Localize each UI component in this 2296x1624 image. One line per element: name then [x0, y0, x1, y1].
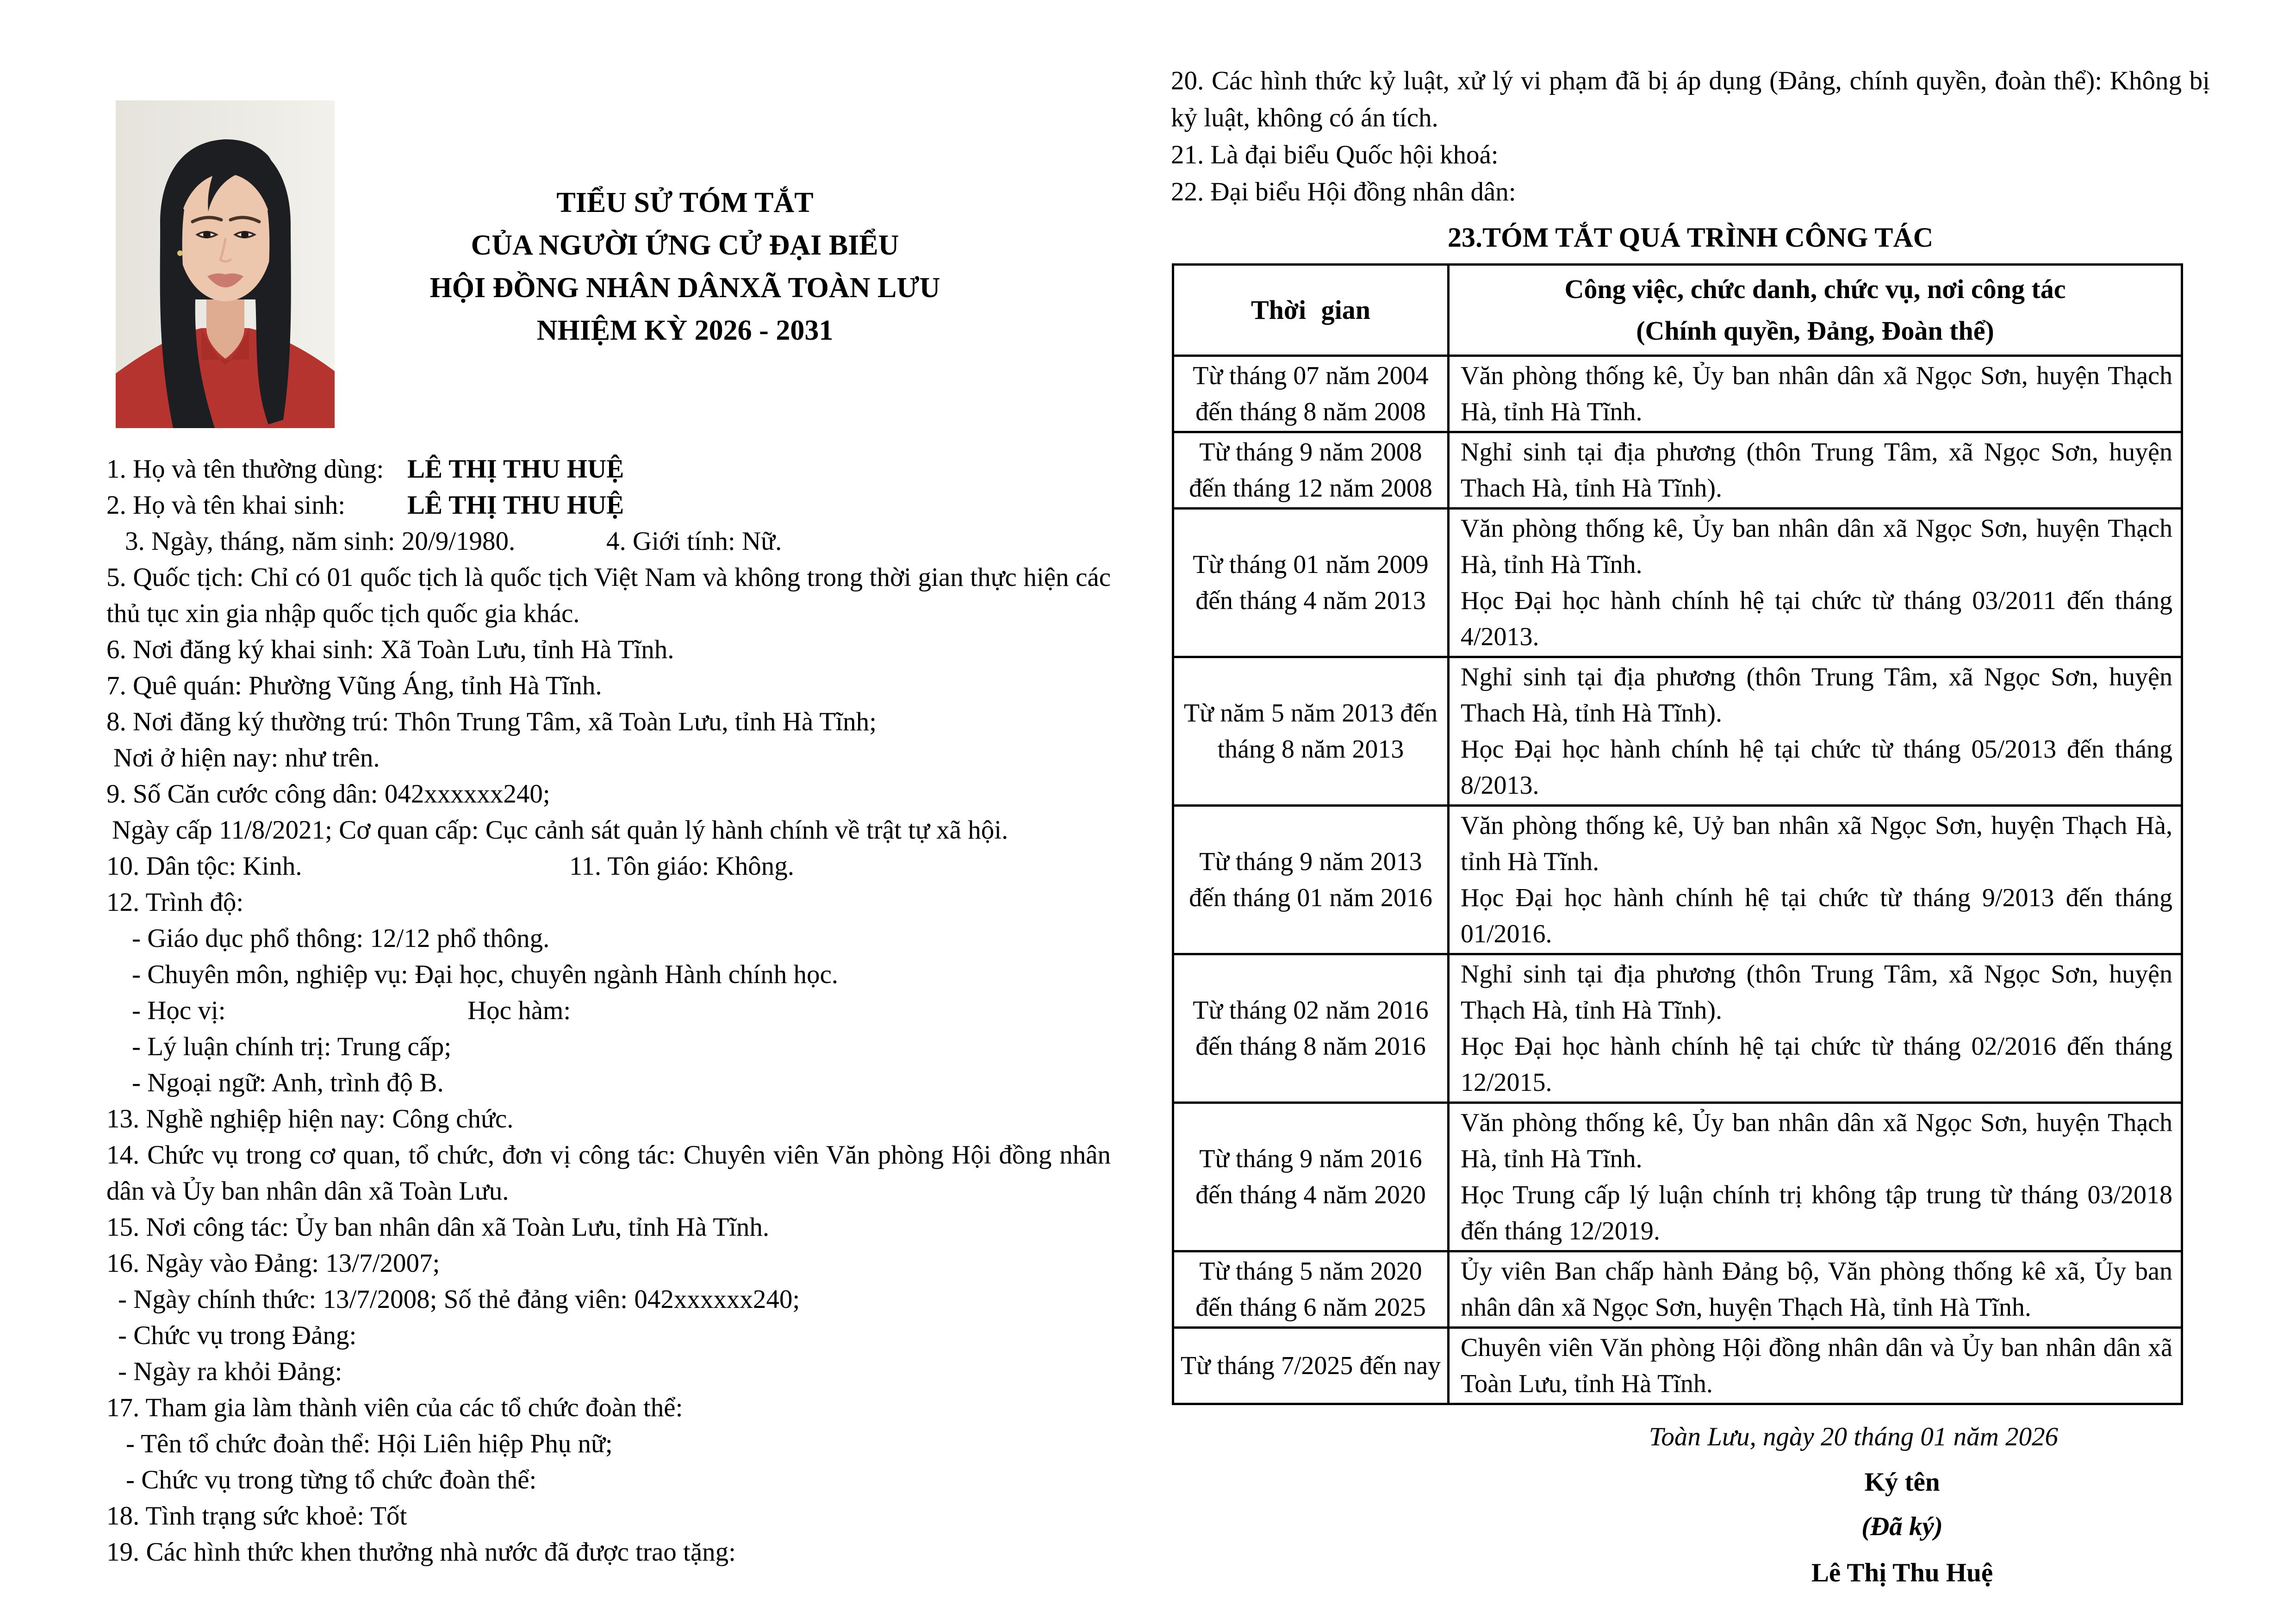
cell-work	[1449, 1328, 2182, 1404]
cell-work	[1449, 432, 2182, 509]
section-title-work-history: 23.TÓM TẮT QUÁ TRÌNH CÔNG TÁC	[1447, 222, 1934, 253]
field-academic-title: Học hàm:	[467, 996, 571, 1025]
cell-time: Từ tháng 9 năm 2016 đến tháng 4 năm 2020	[1173, 1103, 1449, 1251]
table-row	[1173, 657, 2182, 806]
candidate-photo-illustration	[116, 100, 335, 428]
work-paragraph-2: Học Đại học hành chính hệ tại chức từ tháng 03/2011 đến tháng 4/2013.	[1461, 586, 2172, 651]
work-paragraph-1: Nghỉ sinh tại địa phương (thôn Trung Tâm, xã Ngọc Sơn, huyện Thach Hà, tỉnh Hà Tĩnh).	[1461, 438, 2172, 503]
cell-time: Từ tháng 5 năm 2020 đến tháng 6 năm 2025	[1173, 1251, 1449, 1328]
cell-time: Từ năm 5 năm 2013 đến tháng 8 năm 2013	[1173, 657, 1449, 806]
field-party-join-date: 16. Ngày vào Đảng: 13/7/2007;	[106, 1249, 440, 1278]
field-religion: 11. Tôn giáo: Không.	[569, 852, 795, 881]
cell-time: Từ tháng 07 năm 2004 đến tháng 8 năm 2008	[1173, 356, 1449, 432]
work-paragraph-1: Ủy viên Ban chấp hành Đảng bộ, Văn phòng thống kê xã, Ủy ban nhân dân xã Ngọc Sơn, huyện Thạch Hà, tỉnh Hà Tĩnh.	[1461, 1257, 2172, 1322]
field-party-leave-date: - Ngày ra khỏi Đảng:	[118, 1357, 342, 1386]
field-full-name-label: 1. Họ và tên thường dùng:	[106, 454, 384, 484]
signature-place-date: Toàn Lưu, ngày 20 tháng 01 năm 2026	[1649, 1422, 2059, 1451]
table-row	[1173, 432, 2182, 509]
field-birth-name	[106, 487, 1111, 523]
field-org-name: - Tên tổ chức đoàn thể: Hội Liên hiệp Phụ nữ;	[126, 1429, 613, 1458]
field-id-issue: Ngày cấp 11/8/2021; Cơ quan cấp: Cục cảnh sát quản lý hành chính về trật tự xã hội.	[112, 815, 1008, 845]
field-general-education: - Giáo dục phổ thông: 12/12 phổ thông.	[132, 924, 550, 953]
work-paragraph-2: Học Đại học hành chính hệ tại chức từ tháng 02/2016 đến tháng 12/2015.	[1461, 1032, 2172, 1097]
field-full-name-value: LÊ THỊ THU HUỆ	[407, 454, 624, 484]
field-permanent-residence: 8. Nơi đăng ký thường trú: Thôn Trung Tâm, xã Toàn Lưu, tỉnh Hà Tĩnh;	[106, 707, 877, 736]
work-paragraph-1: Chuyên viên Văn phòng Hội đồng nhân dân và Ủy ban nhân dân xã Toàn Lưu, tỉnh Hà Tĩnh.	[1461, 1333, 2172, 1398]
field-dob: 3. Ngày, tháng, năm sinh: 20/9/1980.	[125, 527, 516, 556]
personal-info-list	[106, 451, 1111, 1570]
header-work-line-2: (Chính quyền, Đảng, Đoàn thể)	[1636, 316, 1994, 346]
table-row	[1173, 356, 2182, 432]
document-title-line-1: TIỂU SỬ TÓM TẮT	[556, 187, 814, 218]
table-row	[1173, 954, 2182, 1103]
cell-time: Từ tháng 01 năm 2009 đến tháng 4 năm 2013	[1173, 509, 1449, 657]
field-ethnicity: 10. Dân tộc: Kinh.	[106, 852, 302, 881]
signature-name: Lê Thị Thu Huệ	[1811, 1558, 1993, 1587]
work-paragraph-1: Văn phòng thống kê, Ủy ban nhân dân xã Ngọc Sơn, huyện Thạch Hà, tỉnh Hà Tĩnh.	[1461, 514, 2172, 579]
field-awards: 19. Các hình thức khen thưởng nhà nước đã được trao tặng:	[106, 1537, 736, 1567]
document-title-line-3: HỘI ĐỒNG NHÂN DÂNXÃ TOÀN LƯU	[429, 272, 940, 304]
work-paragraph-1: Nghỉ sinh tại địa phương (thôn Trung Tâm, xã Ngọc Sơn, huyện Thach Hà, tỉnh Hà Tĩnh).	[1461, 663, 2172, 728]
cell-work	[1449, 806, 2182, 954]
cell-work	[1449, 1103, 2182, 1251]
field-political-theory: - Lý luận chính trị: Trung cấp;	[132, 1032, 452, 1061]
field-discipline: 20. Các hình thức kỷ luật, xử lý vi phạm đã bị áp dụng (Đảng, chính quyền, đoàn thể): Không bị kỷ luật, không có án tích.	[1171, 66, 2210, 132]
table-header-row	[1173, 265, 2182, 356]
work-paragraph-1: Văn phòng thống kê, Ủy ban nhân dân xã Ngọc Sơn, huyện Thạch Hà, tỉnh Hà Tĩnh.	[1461, 361, 2172, 426]
field-current-residence: Nơi ở hiện nay: như trên.	[113, 743, 380, 772]
candidate-photo	[116, 100, 335, 428]
field-nationality: 5. Quốc tịch: Chỉ có 01 quốc tịch là quốc tịch Việt Nam và không trong thời gian thực hiện các thủ tục xin gia nhập quốc tịch quốc gia khác.	[106, 563, 1111, 628]
cell-time: Từ tháng 9 năm 2008 đến tháng 12 năm 2008	[1173, 432, 1449, 509]
table-row	[1173, 1328, 2182, 1404]
field-org-position: - Chức vụ trong từng tổ chức đoàn thể:	[126, 1465, 537, 1494]
document-title	[324, 181, 1046, 352]
cell-work	[1449, 509, 2182, 657]
header-work-line-1: Công việc, chức danh, chức vụ, nơi công tác	[1564, 274, 2066, 304]
field-birth-name-label: 2. Họ và tên khai sinh:	[106, 491, 346, 520]
cell-work	[1449, 954, 2182, 1103]
table-row	[1173, 509, 2182, 657]
header-work	[1449, 265, 2182, 356]
field-education-level: 12. Trình độ:	[106, 888, 244, 917]
field-peoples-council: 22. Đại biểu Hội đồng nhân dân:	[1171, 177, 1516, 206]
field-national-assembly: 21. Là đại biểu Quốc hội khoá:	[1171, 140, 1499, 169]
table-row	[1173, 1251, 2182, 1328]
field-workplace: 15. Nơi công tác: Ủy ban nhân dân xã Toàn Lưu, tỉnh Hà Tĩnh.	[106, 1213, 770, 1242]
field-foreign-language: - Ngoại ngữ: Anh, trình độ B.	[132, 1068, 444, 1097]
field-birth-name-value: LÊ THỊ THU HUỆ	[407, 491, 624, 520]
work-paragraph-2: Học Đại học hành chính hệ tại chức từ tháng 9/2013 đến tháng 01/2016.	[1461, 884, 2172, 948]
field-dob-gender	[106, 523, 1111, 560]
work-paragraph-2: Học Trung cấp lý luận chính trị không tập trung từ tháng 03/2018 đến tháng 12/2019.	[1461, 1181, 2172, 1245]
cell-work	[1449, 1251, 2182, 1328]
work-paragraph-2: Học Đại học hành chính hệ tại chức từ tháng 05/2013 đến tháng 8/2013.	[1461, 735, 2172, 800]
field-position: 14. Chức vụ trong cơ quan, tổ chức, đơn vị công tác: Chuyên viên Văn phòng Hội đồng nhân dân và Ủy ban nhân dân xã Toàn Lưu.	[106, 1140, 1111, 1206]
field-occupation: 13. Nghề nghiệp hiện nay: Công chức.	[106, 1104, 514, 1133]
field-organizations: 17. Tham gia làm thành viên của các tổ chức đoàn thể:	[106, 1393, 683, 1422]
signature-signed-note: (Đã ký)	[1861, 1512, 1943, 1541]
photo-earring	[177, 250, 183, 256]
document-title-line-4: NHIỆM KỲ 2026 - 2031	[536, 315, 834, 346]
header-time: Thời gian	[1173, 265, 1449, 356]
field-ethnicity-religion	[106, 848, 1111, 884]
work-paragraph-1: Văn phòng thống kê, Uỷ ban nhân xã Ngọc Sơn, huyện Thạch Hà, tỉnh Hà Tĩnh.	[1461, 811, 2172, 876]
field-professional: - Chuyên môn, nghiệp vụ: Đại học, chuyên ngành Hành chính học.	[132, 960, 839, 989]
photo-right-iris	[241, 231, 249, 238]
cell-time: Từ tháng 02 năm 2016 đến tháng 8 năm 2016	[1173, 954, 1449, 1103]
field-birth-registration: 6. Nơi đăng ký khai sinh: Xã Toàn Lưu, tỉnh Hà Tĩnh.	[106, 635, 674, 664]
field-full-name	[106, 451, 1111, 487]
field-party-position: - Chức vụ trong Đảng:	[118, 1321, 357, 1350]
signature-block	[1578, 1419, 2226, 1591]
field-degree: - Học vị:	[132, 996, 226, 1025]
photo-left-iris	[203, 231, 211, 238]
field-id-number: 9. Số Căn cước công dân: 042xxxxxx240;	[106, 779, 550, 809]
table-row	[1173, 1103, 2182, 1251]
cell-time: Từ tháng 9 năm 2013 đến tháng 01 năm 2016	[1173, 806, 1449, 954]
work-paragraph-1: Nghỉ sinh tại địa phương (thôn Trung Tâm, xã Ngọc Sơn, huyện Thạch Hà, tỉnh Hà Tĩnh).	[1461, 960, 2172, 1025]
cell-work	[1449, 356, 2182, 432]
document-title-line-2: CỦA NGƯỜI ỨNG CỬ ĐẠI BIỂU	[471, 230, 899, 261]
field-hometown: 7. Quê quán: Phường Vũng Áng, tỉnh Hà Tĩnh.	[106, 671, 602, 700]
signature-label: Ký tên	[1864, 1468, 1940, 1497]
cell-work	[1449, 657, 2182, 806]
field-health: 18. Tình trạng sức khoẻ: Tốt	[106, 1501, 407, 1531]
cell-time: Từ tháng 7/2025 đến nay	[1173, 1328, 1449, 1404]
career-table	[1172, 263, 2183, 1405]
work-paragraph-1: Văn phòng thống kê, Ủy ban nhân dân xã Ngọc Sơn, huyện Thạch Hà, tỉnh Hà Tĩnh.	[1461, 1108, 2172, 1173]
field-party-official-date: - Ngày chính thức: 13/7/2008; Số thẻ đảng viên: 042xxxxxx240;	[118, 1285, 800, 1314]
table-row	[1173, 806, 2182, 954]
right-column	[1171, 62, 2210, 1591]
field-degree-title	[106, 993, 1111, 1029]
field-gender: 4. Giới tính: Nữ.	[606, 527, 782, 556]
